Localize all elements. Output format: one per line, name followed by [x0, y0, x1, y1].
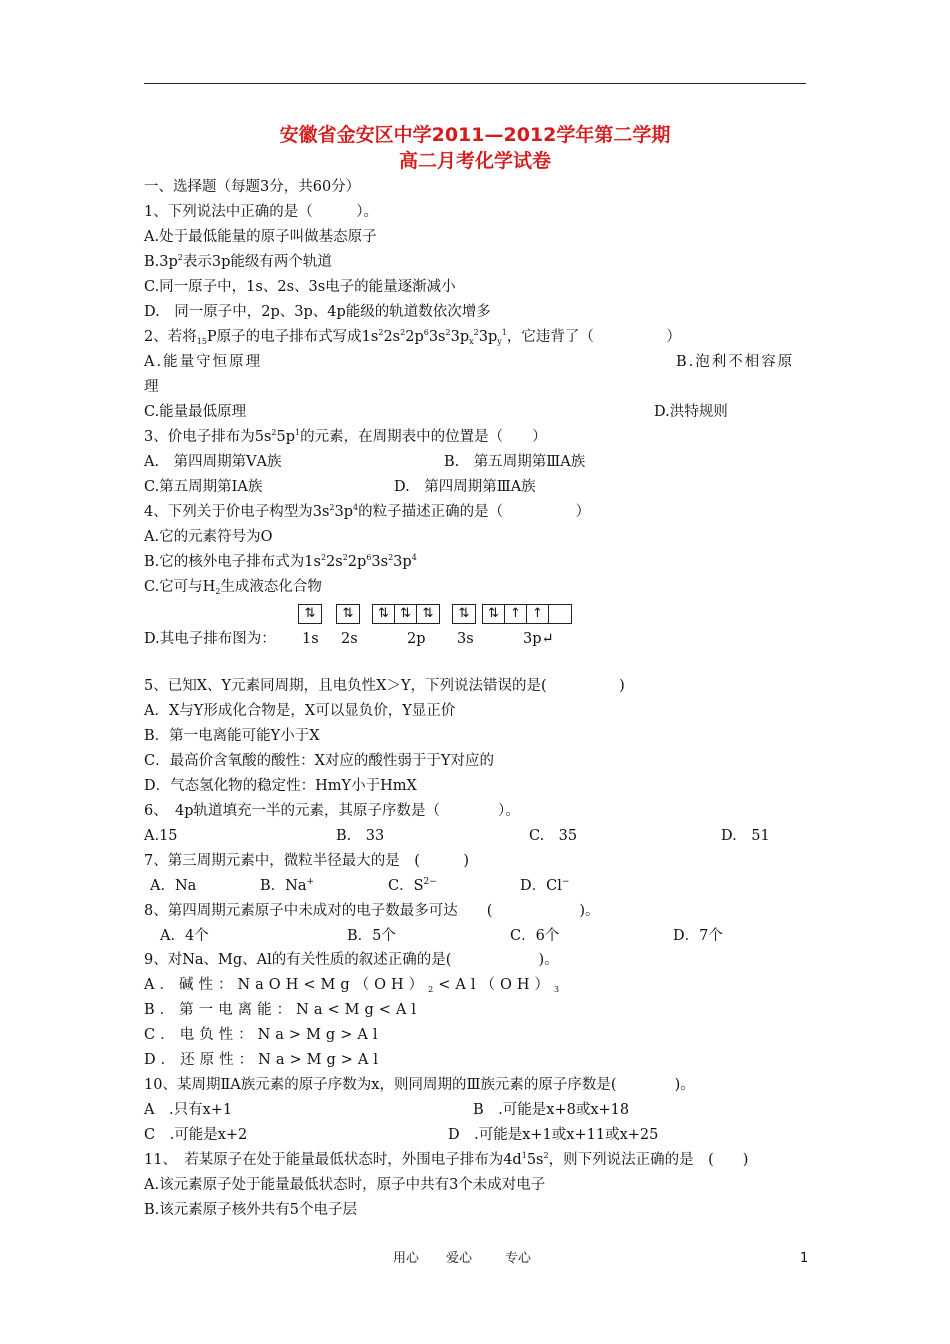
q6-option-d: D. 51 [721, 828, 770, 844]
q7-option-d: D．Cl− [520, 877, 570, 894]
q1-option-b: $B.3p^2$表示3p能级有两个轨道 [144, 253, 332, 270]
q1-stem: 1、下列说法中正确的是（ ）。 [144, 204, 378, 220]
q6-option-b: B. 33 [336, 828, 385, 844]
q3-option-b: B. 第五周期第ⅢA族 [444, 454, 586, 470]
q9-option-c: C．电负性：Na>Mg>Al [144, 1027, 383, 1043]
q3-option-d: D. 第四周期第ⅢA族 [394, 479, 536, 495]
q11-option-a: A.该元素原子处于能量最低状态时，原子中共有3个未成对电子 [144, 1177, 546, 1193]
q4-option-c: C.它可与$H_2$生成液态化合物 [144, 579, 322, 596]
orbital-box-3s [452, 604, 476, 624]
q8-option-a: A．4个 [160, 928, 209, 944]
q7-option-b: B．Na+ [260, 877, 315, 894]
q2-option-c: C.能量最低原理 [144, 404, 247, 420]
q2-option-b-continued: 理 [144, 379, 159, 395]
exam-title-line1: 安徽省金安区中学2011—2012学年第二学期 [279, 124, 671, 146]
orbital-label-2p: 2p [407, 631, 426, 647]
q10-option-c: C .可能是x+2 [144, 1127, 248, 1143]
q6-option-a: A.15 [144, 828, 178, 844]
orbital-label-2s: 2s [341, 631, 358, 647]
orbital-box-2s [336, 604, 360, 624]
q9-stem: 9、对Na、Mg、Al的有关性质的叙述正确的是( )。 [144, 952, 559, 968]
orbital-cell-single: ↑ [527, 605, 549, 623]
orbital-label-3s: 3s [457, 631, 474, 647]
orbital-label-1s: 1s [302, 631, 319, 647]
q10-option-b: B .可能是x+8或x+18 [473, 1102, 630, 1118]
orbital-cell-empty [549, 605, 571, 623]
footer-motto-1: 用心 [393, 1251, 420, 1266]
q11-stem: 11、 若某原子在处于能量最低状态时，外围电子排布为$4d^15s^2$，则下列说法正确的是 ( ) [144, 1151, 749, 1168]
q7-option-c: C．$S^{2-}$ [388, 877, 437, 894]
q4-option-a: A.它的元素符号为O [144, 529, 273, 545]
orbital-cell-paired: ⇅ [422, 606, 434, 621]
q10-stem: 10、某周期ⅡA族元素的原子序数为x，则同周期的Ⅲ族元素的原子序数是( )。 [144, 1077, 695, 1093]
q8-option-c: C．6个 [510, 928, 560, 944]
q3-option-c: C.第五周期第ⅠA族 [144, 479, 263, 495]
q5-stem: 5、已知X、Y元素同周期，且电负性X＞Y，下列说法错误的是( ) [144, 678, 625, 694]
orbital-box-3p [482, 604, 572, 624]
orbital-cell-single: ↑ [505, 605, 527, 623]
footer-motto-3: 专心 [505, 1251, 532, 1266]
q4-stem: 4、下列关于价电子构型为$3s^23p^4$的粒子描述正确的是（ ） [144, 503, 591, 520]
q5-option-b: B．第一电离能可能Y小于X [144, 728, 320, 744]
orbital-label-3p: 3p↵ [523, 631, 554, 647]
header-rule [144, 83, 806, 84]
q8-stem: 8、第四周期元素原子中未成对的电子数最多可达 ( )。 [144, 903, 600, 919]
orbital-box-2p [372, 604, 440, 624]
orbital-cell-paired: ⇅ [304, 606, 316, 621]
q5-option-a: A．X与Y形成化合物是，X可以显负价，Y显正价 [144, 703, 456, 719]
section-heading: 一、选择题（每题3分，共60分） [144, 179, 361, 195]
q8-option-d: D．7个 [673, 928, 723, 944]
orbital-cell-paired: ⇅ [458, 606, 470, 621]
orbital-cell-paired: ⇅ [483, 605, 505, 623]
q2-option-b: B.泡利不相容原 [676, 354, 795, 370]
q5-option-d: D．气态氢化物的稳定性：HmY小于HmX [144, 778, 417, 794]
orbital-box-1s [298, 604, 322, 624]
orbital-cell-paired: ⇅ [342, 606, 354, 621]
q6-option-c: C. 35 [529, 828, 578, 844]
q4-option-d: D.其电子排布图为： [144, 631, 276, 647]
q7-option-a: A．Na [150, 878, 197, 894]
footer-motto-2: 爱心 [446, 1251, 473, 1266]
q2-option-a: A.能量守恒原理 [144, 354, 263, 370]
q1-option-d: D. 同一原子中，2p、3p、4p能级的轨道数依次增多 [144, 304, 491, 320]
orbital-cell-paired: ⇅ [373, 605, 395, 623]
q2-stem: 2、若将$_{15}$P原子的电子排布式写成$1s^22s^22p^63s^23p_x^23p_y^1$，它违背了（ ） [144, 328, 681, 346]
q10-option-d: D .可能是x+1或x+11或x+25 [448, 1127, 659, 1143]
q7-stem: 7、第三周期元素中，微粒半径最大的是 ( ) [144, 853, 470, 869]
q6-stem: 6、 4p轨道填充一半的元素，其原子序数是（ ）。 [144, 803, 520, 819]
orbital-cell-paired: ⇅ [395, 605, 417, 623]
q3-option-a: A. 第四周期第ⅤA族 [144, 454, 282, 470]
q5-option-c: C．最高价含氧酸的酸性：X对应的酸性弱于于Y对应的 [144, 753, 494, 769]
q11-option-b: B.该元素原子核外共有5个电子层 [144, 1202, 357, 1218]
exam-title-line2: 高二月考化学试卷 [398, 150, 551, 172]
q10-option-a: A .只有x+1 [144, 1102, 233, 1118]
q9-option-a: A．碱性：$NaOH<Mg(OH)_2<Al(OH)_3$ [144, 977, 565, 994]
page-number: 1 [800, 1251, 809, 1266]
q9-option-d: D．还原性：Na>Mg>Al [144, 1052, 383, 1068]
q3-stem: 3、价电子排布为$5s^25p^1$的元素，在周期表中的位置是（ ） [144, 428, 547, 445]
q2-option-d: D.洪特规则 [654, 404, 728, 420]
q9-option-b: B．第一电离能：Na<Mg<Al [144, 1002, 422, 1018]
q1-option-a: A.处于最低能量的原子叫做基态原子 [144, 229, 377, 245]
q4-option-b: B.它的核外电子排布式为$1s^22s^22p^63s^23p^4$ [144, 553, 417, 570]
q8-option-b: B．5个 [347, 928, 396, 944]
q1-option-c: C.同一原子中，1s、2s、3s电子的能量逐渐减小 [144, 279, 456, 295]
